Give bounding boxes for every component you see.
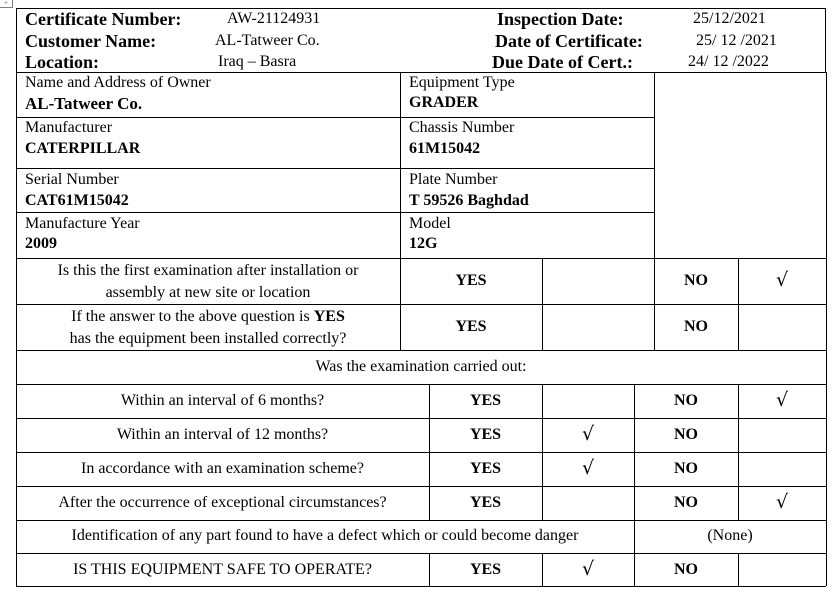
row1-yes-label: YES xyxy=(469,392,502,409)
safe-to-operate-label: IS THIS EQUIPMENT SAFE TO OPERATE? xyxy=(73,561,372,578)
row3-yes-check-icon: √ xyxy=(581,457,595,479)
question-installed-correctly-line2: has the equipment been installed correctly? xyxy=(69,330,347,347)
question-installed-correctly-line1 xyxy=(16,308,400,326)
safe-no-label: NO xyxy=(674,561,698,578)
owner-label: Name and Address of Owner xyxy=(25,74,211,91)
row4-no-label: NO xyxy=(674,494,698,511)
equipment-type-label: Equipment Type xyxy=(409,74,515,91)
serial-value: CAT61M15042 xyxy=(25,192,129,209)
exam-row-12-months: Within an interval of 12 months? xyxy=(116,426,329,443)
customer-label: Customer Name: xyxy=(25,31,157,51)
due-date-value: 24/ 12 /2022 xyxy=(688,53,769,70)
row2-no-label: NO xyxy=(674,426,698,443)
q2-yes-emphasis: YES xyxy=(313,308,345,325)
q2-text-part: If the answer to the above question is xyxy=(71,308,314,325)
row2-yes-label: YES xyxy=(469,426,502,443)
row2-yes-check-icon: √ xyxy=(581,423,595,445)
cert-number-value: AW-21124931 xyxy=(227,10,321,27)
manufacture-year-label: Manufacture Year xyxy=(25,215,140,232)
certificate-date-value: 25/ 12 /2021 xyxy=(696,32,777,49)
owner-value: AL-Tatweer Co. xyxy=(25,94,143,113)
plate-label: Plate Number xyxy=(409,171,498,188)
row3-yes-label: YES xyxy=(469,460,502,477)
table-move-handle-icon[interactable]: + xyxy=(0,0,13,8)
model-label: Model xyxy=(409,215,451,232)
safe-yes-check-icon: √ xyxy=(581,558,595,580)
q1-no-check-icon: √ xyxy=(775,269,789,291)
manufacturer-value: CATERPILLAR xyxy=(25,140,141,157)
inspection-date-value: 25/12/2021 xyxy=(693,10,766,27)
exam-row-scheme: In accordance with an examination scheme? xyxy=(81,460,364,477)
customer-value: AL-Tatweer Co. xyxy=(215,32,320,49)
plate-value: T 59526 Baghdad xyxy=(409,192,529,209)
exam-row-6-months: Within an interval of 6 months? xyxy=(120,392,325,409)
row1-no-label: NO xyxy=(674,392,698,409)
chassis-label: Chassis Number xyxy=(409,119,515,136)
chassis-value: 61M15042 xyxy=(409,140,481,157)
location-value: Iraq – Basra xyxy=(218,53,297,70)
question-first-exam-line2: assembly at new site or location xyxy=(105,284,311,301)
row1-no-check-icon: √ xyxy=(775,389,789,411)
row4-yes-label: YES xyxy=(469,494,502,511)
defect-value: (None) xyxy=(707,527,753,544)
examination-heading: Was the examination carried out: xyxy=(315,358,527,375)
manufacturer-label: Manufacturer xyxy=(25,119,113,136)
location-label: Location: xyxy=(25,52,99,72)
exam-row-exceptional: After the occurrence of exceptional circumstances? xyxy=(58,494,387,511)
q1-no-label: NO xyxy=(684,272,708,289)
defect-label: Identification of any part found to have a defect which or could become danger xyxy=(71,527,579,544)
q1-yes-label: YES xyxy=(455,272,487,289)
q2-no-label: NO xyxy=(684,318,708,335)
row3-no-label: NO xyxy=(674,460,698,477)
manufacture-year-value: 2009 xyxy=(25,235,57,252)
safe-yes-label: YES xyxy=(469,561,502,578)
model-value: 12G xyxy=(409,235,438,252)
due-date-label: Due Date of Cert.: xyxy=(492,52,633,72)
serial-label: Serial Number xyxy=(25,171,119,188)
cert-number-label: Certificate Number: xyxy=(25,9,182,29)
question-first-exam-line1: Is this the first examination after installation or xyxy=(57,262,359,279)
q2-yes-label: YES xyxy=(455,318,487,335)
inspection-date-label: Inspection Date: xyxy=(497,9,624,29)
row4-no-check-icon: √ xyxy=(775,491,789,513)
equipment-type-value: GRADER xyxy=(409,94,479,111)
certificate-date-label: Date of Certificate: xyxy=(495,31,643,51)
